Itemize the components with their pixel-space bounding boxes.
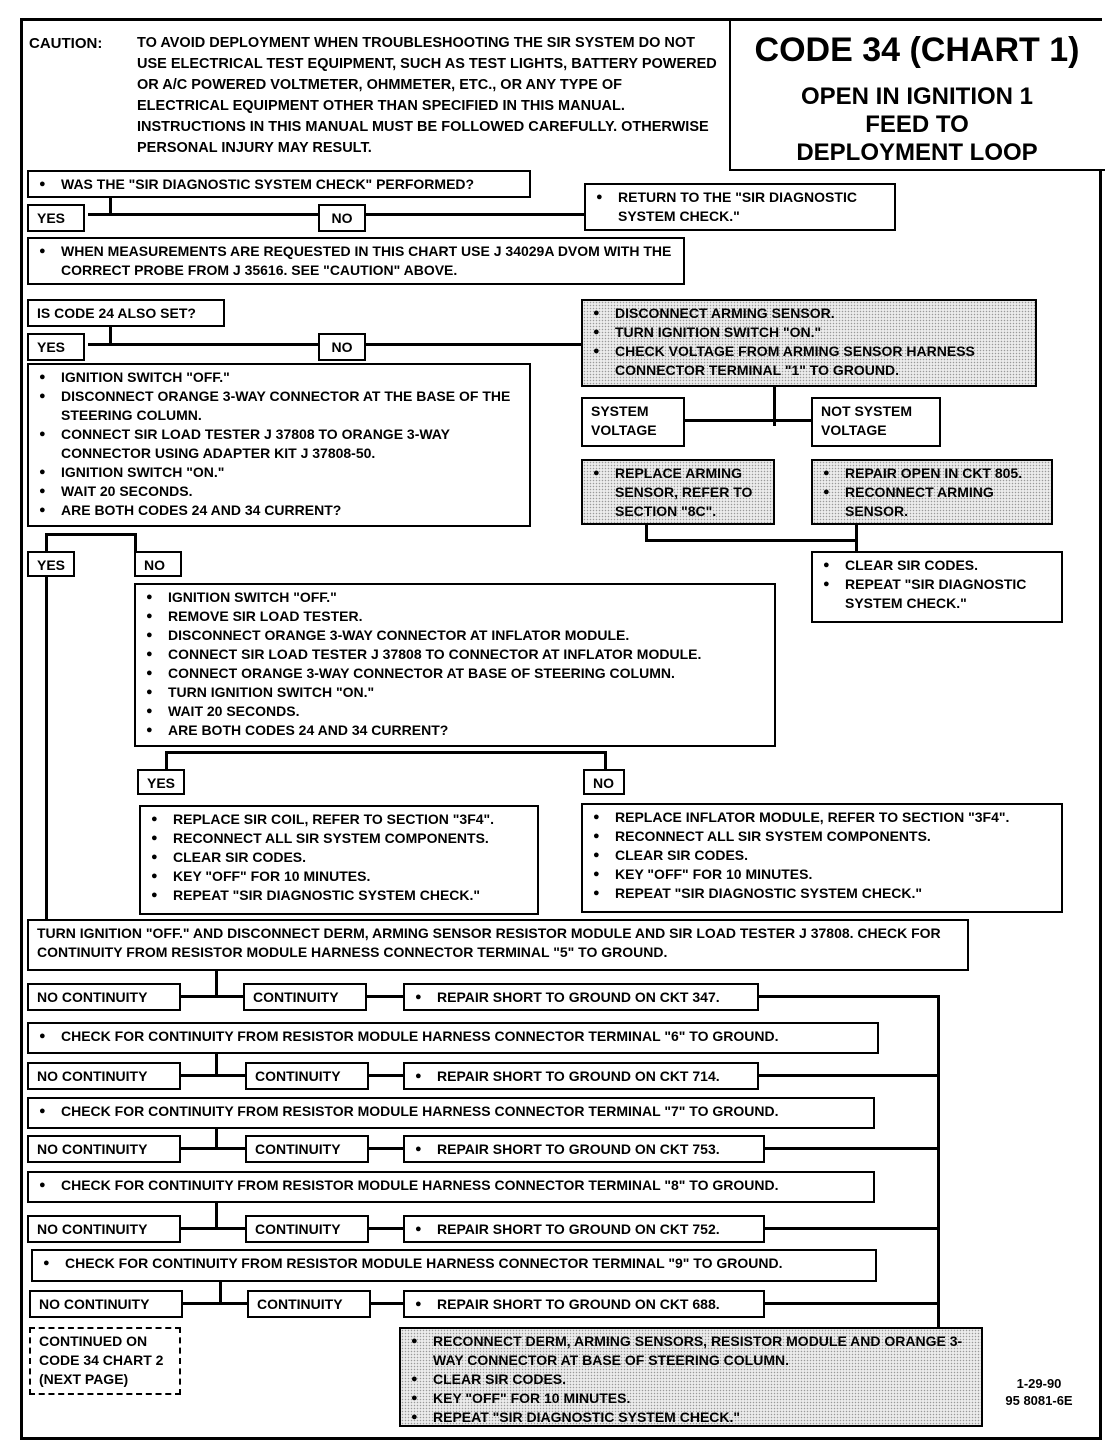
connector-line [369,1227,403,1230]
no-continuity-label: NO CONTINUITY [27,1062,181,1090]
yes-label: YES [27,204,85,232]
connector-line [219,1280,222,1302]
q-diagnostic-check-text: ● WAS THE "SIR DIAGNOSTIC SYSTEM CHECK" PERFORMED? [37,175,521,194]
return-check-box [584,183,896,231]
no-label: NO [583,769,625,795]
inflator-step: ● DISCONNECT ORANGE 3-WAY CONNECTOR AT INFLATOR MODULE. [144,626,766,645]
repair-ckt-714-box [403,1062,759,1090]
connector-line [215,1201,218,1227]
dvom-instruction-text: ● WHEN MEASUREMENTS ARE REQUESTED IN THIS CHART USE J 34029A DVOM WITH THE CORRECT PROBE FROM J 35616. SEE "CAUTION" ABOVE. [37,242,675,280]
connector-line [88,343,318,346]
inflator-steps-box [134,583,776,747]
connector-line [645,539,858,542]
continuity-label: CONTINUITY [243,983,367,1011]
replace-coil-step: ● REPLACE SIR COIL, REFER TO SECTION "3F4". [149,810,529,829]
no-continuity-label: NO CONTINUITY [27,983,181,1011]
no-label: NO [318,204,366,232]
repair-ckt-752-text: ● REPAIR SHORT TO GROUND ON CKT 752. [413,1220,755,1239]
check-terminal-6-text: ● CHECK FOR CONTINUITY FROM RESISTOR MODULE HARNESS CONNECTOR TERMINAL "6" TO GROUND. [37,1027,869,1046]
repair-ckt-347-box [403,983,759,1011]
connector-line [109,327,112,344]
arming-step: ● CHECK VOLTAGE FROM ARMING SENSOR HARNESS CONNECTOR TERMINAL "1" TO GROUND. [591,342,1027,380]
repair-ckt-347-text: ● REPAIR SHORT TO GROUND ON CKT 347. [413,988,749,1007]
system-voltage-box: SYSTEM VOLTAGE [581,397,685,447]
no-continuity-label: NO CONTINUITY [27,1215,181,1243]
replace-arming-box [581,459,775,525]
replace-inflator-box [581,803,1063,913]
connector-line [88,213,318,216]
connector-line [215,1052,218,1074]
connector-line [109,196,112,213]
repair-ckt-688-box [403,1290,765,1318]
connector-line [365,343,582,346]
replace-coil-box [139,805,539,915]
final-reconnect-box [399,1327,983,1427]
replace-inflator-step: ● REPLACE INFLATOR MODULE, REFER TO SECTION "3F4". [591,808,1053,827]
replace-inflator-step: ● RECONNECT ALL SIR SYSTEM COMPONENTS. [591,827,1053,846]
connector-line [765,1227,939,1230]
final-step: ● KEY "OFF" FOR 10 MINUTES. [409,1389,973,1408]
continuity-label: CONTINUITY [245,1135,369,1163]
turn-off-derm-box: TURN IGNITION "OFF." AND DISCONNECT DERM, ARMING SENSOR RESISTOR MODULE AND SIR LOAD TESTER J 37808. CHECK FOR CONTINUITY FROM RESISTOR MODULE HARNESS CONNECTOR TERMINAL "5" TO GROUND. [27,919,969,971]
check-terminal-9-box [31,1249,877,1282]
connector-line [45,575,48,933]
connector-line [134,533,137,551]
inflator-step: ● WAIT 20 SECONDS. [144,702,766,721]
connector-line [165,751,168,769]
check-terminal-7-text: ● CHECK FOR CONTINUITY FROM RESISTOR MODULE HARNESS CONNECTOR TERMINAL "7" TO GROUND. [37,1102,865,1121]
yes-label: YES [27,333,85,361]
connector-line [181,1227,245,1230]
no-label: NO [134,551,182,577]
replace-coil-step: ● REPEAT "SIR DIAGNOSTIC SYSTEM CHECK." [149,886,529,905]
clear-codes-step: ● CLEAR SIR CODES. [821,556,1053,575]
load-tester-step: ● CONNECT SIR LOAD TESTER J 37808 TO ORANGE 3-WAY CONNECTOR USING ADAPTER KIT J 37808-50. [37,425,521,463]
continuity-label: CONTINUITY [245,1062,369,1090]
inflator-step: ● CONNECT SIR LOAD TESTER J 37808 TO CONNECTOR AT INFLATOR MODULE. [144,645,766,664]
q-code-24-text: IS CODE 24 ALSO SET? [37,305,196,321]
no-label: NO [318,333,366,361]
connector-line [369,1147,403,1150]
load-tester-step: ● DISCONNECT ORANGE 3-WAY CONNECTOR AT THE BASE OF THE STEERING COLUMN. [37,387,521,425]
repair-ckt-714-text: ● REPAIR SHORT TO GROUND ON CKT 714. [413,1067,749,1086]
load-tester-step: ● IGNITION SWITCH "OFF." [37,368,521,387]
no-continuity-label: NO CONTINUITY [27,1135,181,1163]
inflator-step: ● IGNITION SWITCH "OFF." [144,588,766,607]
connector-line [181,1147,245,1150]
repair-ckt-752-box [403,1215,765,1243]
dvom-instruction-box [27,237,685,285]
repair-805-box [811,459,1053,525]
load-tester-step: ● WAIT 20 SECONDS. [37,482,521,501]
connector-line [183,1302,247,1305]
clear-codes-box [811,551,1063,623]
repair-ckt-753-box [403,1135,765,1163]
connector-line [685,419,812,422]
subtitle-line-3: DEPLOYMENT LOOP [796,139,1038,166]
q-code-24 [27,299,225,327]
subtitle-line-1: OPEN IN IGNITION 1 [800,83,1034,110]
repair-805-step: ● RECONNECT ARMING SENSOR. [821,483,1043,521]
return-check-text: ● RETURN TO THE "SIR DIAGNOSTIC SYSTEM CHECK." [594,188,886,226]
connector-line [367,995,403,998]
check-terminal-8-text: ● CHECK FOR CONTINUITY FROM RESISTOR MODULE HARNESS CONNECTOR TERMINAL "8" TO GROUND. [37,1176,865,1195]
inflator-step: ● CONNECT ORANGE 3-WAY CONNECTOR AT BASE OF STEERING COLUMN. [144,664,766,683]
inflator-step: ● TURN IGNITION SWITCH "ON." [144,683,766,702]
clear-codes-step: ● REPEAT "SIR DIAGNOSTIC SYSTEM CHECK." [821,575,1053,613]
chart-page [20,18,1102,1440]
connector-line [215,969,218,995]
connector-line [181,995,243,998]
footer-doc-number: 95 8081-6E [1005,1393,1073,1408]
arming-step: ● TURN IGNITION SWITCH "ON." [591,323,1027,342]
no-continuity-label: NO CONTINUITY [29,1290,183,1318]
connector-line [759,995,939,998]
connector-line [181,1074,245,1077]
connector-line [937,995,940,1328]
yes-label: YES [137,769,185,795]
connector-line [369,1074,403,1077]
caution-label: CAUTION: [29,35,103,52]
arming-sensor-check-box [581,299,1037,387]
load-tester-steps-box [27,363,531,527]
replace-inflator-step: ● KEY "OFF" FOR 10 MINUTES. [591,865,1053,884]
caution-text: TO AVOID DEPLOYMENT WHEN TROUBLESHOOTING THE SIR SYSTEM DO NOT USE ELECTRICAL TEST EQUIPMENT, SUCH AS TEST LIGHTS, BATTERY POWERED OR A/C POWERED VOLTMETER, OHMMETER, ETC., OR ANY TYPE OF ELECTRICAL EQUIPMENT OTHER THAN SPECIFIED IN THIS MANUAL. INSTRUCTIONS IN THIS MANUAL MUST BE FOLLOWED CAREFULLY. OTHERWISE PERSONAL INJURY MAY RESULT. [137,35,717,156]
connector-line [45,533,137,536]
connector-line [365,213,585,216]
title-box [729,21,1105,171]
replace-coil-step: ● RECONNECT ALL SIR SYSTEM COMPONENTS. [149,829,529,848]
arming-step: ● DISCONNECT ARMING SENSOR. [591,304,1027,323]
replace-arming-text: ● REPLACE ARMING SENSOR, REFER TO SECTION "8C". [591,464,765,521]
connector-line [165,751,607,754]
check-terminal-7-box [27,1097,875,1129]
final-step: ● CLEAR SIR CODES. [409,1370,973,1389]
connector-line [215,1127,218,1147]
load-tester-step: ● ARE BOTH CODES 24 AND 34 CURRENT? [37,501,521,520]
not-system-voltage-box: NOT SYSTEM VOLTAGE [811,397,941,447]
repair-ckt-688-text: ● REPAIR SHORT TO GROUND ON CKT 688. [413,1295,755,1314]
continuity-label: CONTINUITY [247,1290,371,1318]
check-terminal-6-box [27,1022,879,1054]
continued-next-page-box: CONTINUED ON CODE 34 CHART 2 (NEXT PAGE) [29,1327,181,1395]
replace-inflator-step: ● CLEAR SIR CODES. [591,846,1053,865]
code-title: CODE 34 (CHART 1) [754,31,1080,69]
final-step: ● RECONNECT DERM, ARMING SENSORS, RESISTOR MODULE AND ORANGE 3- WAY CONNECTOR AT BASE OF STEERING COLUMN. [409,1332,973,1370]
repair-ckt-753-text: ● REPAIR SHORT TO GROUND ON CKT 753. [413,1140,755,1159]
connector-line [604,751,607,769]
continuity-label: CONTINUITY [245,1215,369,1243]
connector-line [765,1302,939,1305]
connector-line [371,1302,403,1305]
check-terminal-9-text: ● CHECK FOR CONTINUITY FROM RESISTOR MODULE HARNESS CONNECTOR TERMINAL "9" TO GROUND. [41,1254,867,1273]
inflator-step: ● ARE BOTH CODES 24 AND 34 CURRENT? [144,721,766,740]
connector-line [45,533,48,551]
yes-label: YES [27,551,75,577]
replace-coil-step: ● CLEAR SIR CODES. [149,848,529,867]
connector-line [765,1147,939,1150]
subtitle-line-2: FEED TO [865,111,969,138]
connector-line [759,1074,939,1077]
replace-inflator-step: ● REPEAT "SIR DIAGNOSTIC SYSTEM CHECK." [591,884,1053,903]
replace-coil-step: ● KEY "OFF" FOR 10 MINUTES. [149,867,529,886]
load-tester-step: ● IGNITION SWITCH "ON." [37,463,521,482]
inflator-step: ● REMOVE SIR LOAD TESTER. [144,607,766,626]
footer-date: 1-29-90 [1016,1376,1062,1391]
check-terminal-8-box [27,1171,875,1203]
q-diagnostic-check [27,170,531,198]
final-step: ● REPEAT "SIR DIAGNOSTIC SYSTEM CHECK." [409,1408,973,1427]
repair-805-step: ● REPAIR OPEN IN CKT 805. [821,464,1043,483]
